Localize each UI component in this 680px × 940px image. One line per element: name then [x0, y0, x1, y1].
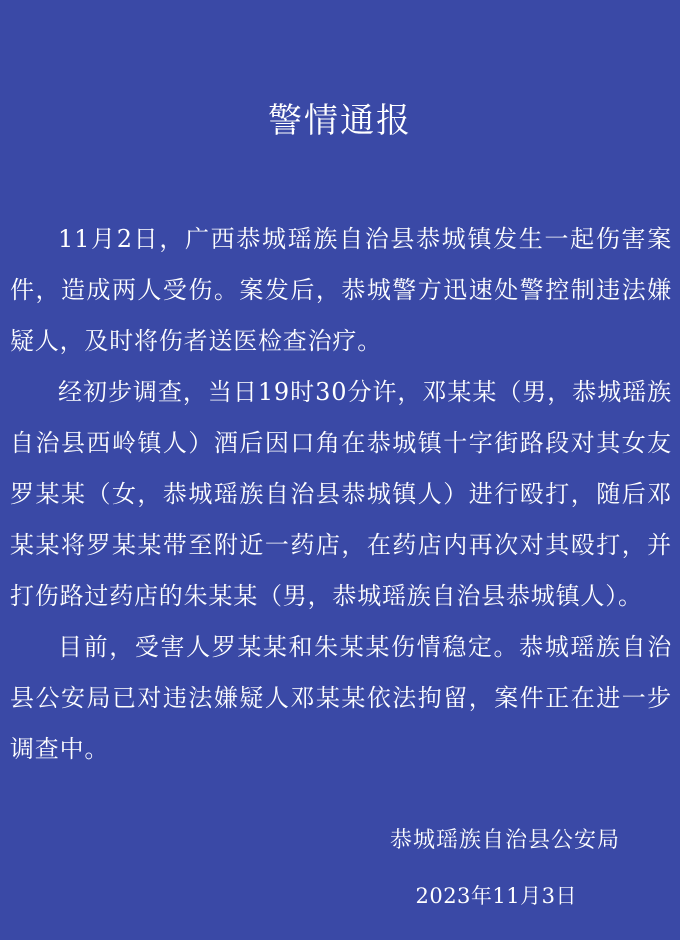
- paragraph-investigation: 经初步调查，当日19时30分许，邓某某（男，恭城瑶族自治县西岭镇人）酒后因口角在恭城镇十字街路段对其女友罗某某（女，恭城瑶族自治县恭城镇人）进行殴打，随后邓某某将罗某某带至附近一药店，在药店内再次对其殴打，并打伤路过药店的朱某某（男，恭城瑶族自治县恭城镇人）。: [10, 378, 672, 610]
- notice-body: [10, 214, 672, 775]
- paragraph-incident: 11月2日，广西恭城瑶族自治县恭城镇发生一起伤害案件，造成两人受伤。案发后，恭城警方迅速处警控制违法嫌疑人，及时将伤者送医检查治疗。: [10, 225, 672, 355]
- issuer-signature: 恭城瑶族自治县公安局: [389, 828, 620, 853]
- notice-title: 警情通报: [268, 101, 412, 141]
- issue-date: 2023年11月3日: [415, 884, 577, 908]
- paragraph-status: 目前，受害人罗某某和朱某某伤情稳定。恭城瑶族自治县公安局已对违法嫌疑人邓某某依法拘留，案件正在进一步调查中。: [10, 633, 672, 763]
